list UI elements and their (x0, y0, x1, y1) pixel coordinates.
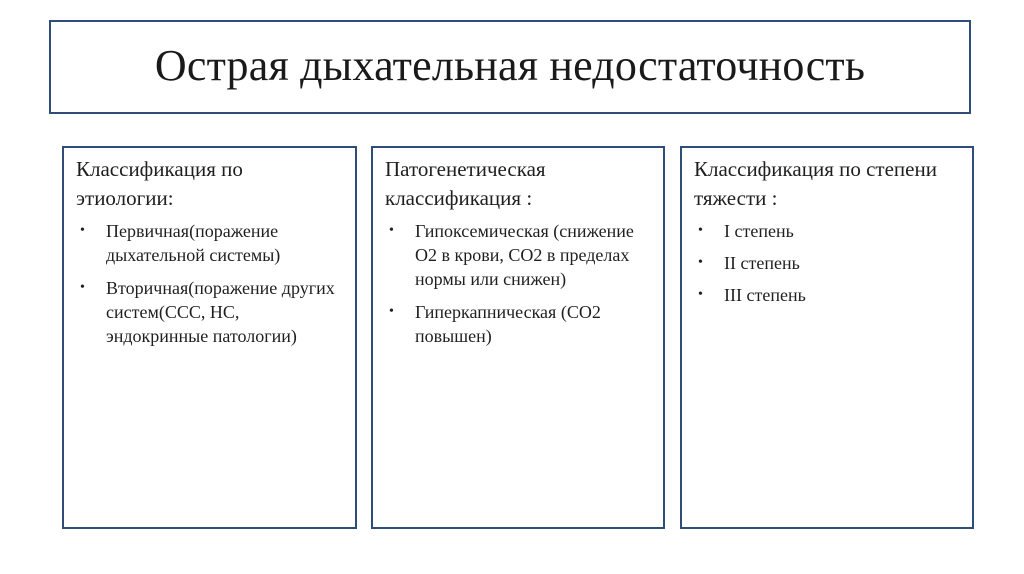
list-item-text: III степень (724, 285, 806, 305)
bullet-icon: • (698, 223, 703, 238)
list-item-text: I степень (724, 221, 794, 241)
list-item (694, 251, 962, 275)
list-item-text: Первичная(поражение дыхательной системы) (106, 221, 281, 265)
bullet-icon: • (80, 280, 85, 295)
list-item (694, 219, 962, 243)
page-title: Острая дыхательная недостаточность (154, 40, 866, 90)
severity-heading: Классификация по степени тяжести : (694, 157, 937, 210)
bullet-icon: • (698, 255, 703, 270)
severity-list (694, 219, 962, 307)
list-item-text: II степень (724, 253, 800, 273)
pathogenetic-classification-box (371, 146, 665, 529)
list-item (385, 219, 653, 291)
list-item-text: Гипоксемическая (снижение О2 в крови, СО2 в пределах нормы или снижен) (415, 221, 634, 289)
list-item (76, 276, 345, 348)
bullet-icon: • (389, 304, 394, 319)
pathogenetic-list (385, 219, 653, 348)
etiology-heading: Классификация по этиологии: (76, 157, 243, 210)
etiology-classification-box (62, 146, 357, 529)
list-item (694, 283, 962, 307)
bullet-icon: • (80, 223, 85, 238)
pathogenetic-heading: Патогенетическая классификация : (385, 157, 546, 210)
list-item (385, 300, 653, 348)
etiology-list (76, 219, 345, 348)
bullet-icon: • (698, 287, 703, 302)
list-item (76, 219, 345, 267)
severity-classification-box (680, 146, 974, 529)
list-item-text: Гиперкапническая (СО2 повышен) (415, 302, 601, 346)
list-item-text: Вторичная(поражение других систем(ССС, НС, эндокринные патологии) (106, 278, 335, 346)
title-box (49, 20, 971, 114)
bullet-icon: • (389, 223, 394, 238)
